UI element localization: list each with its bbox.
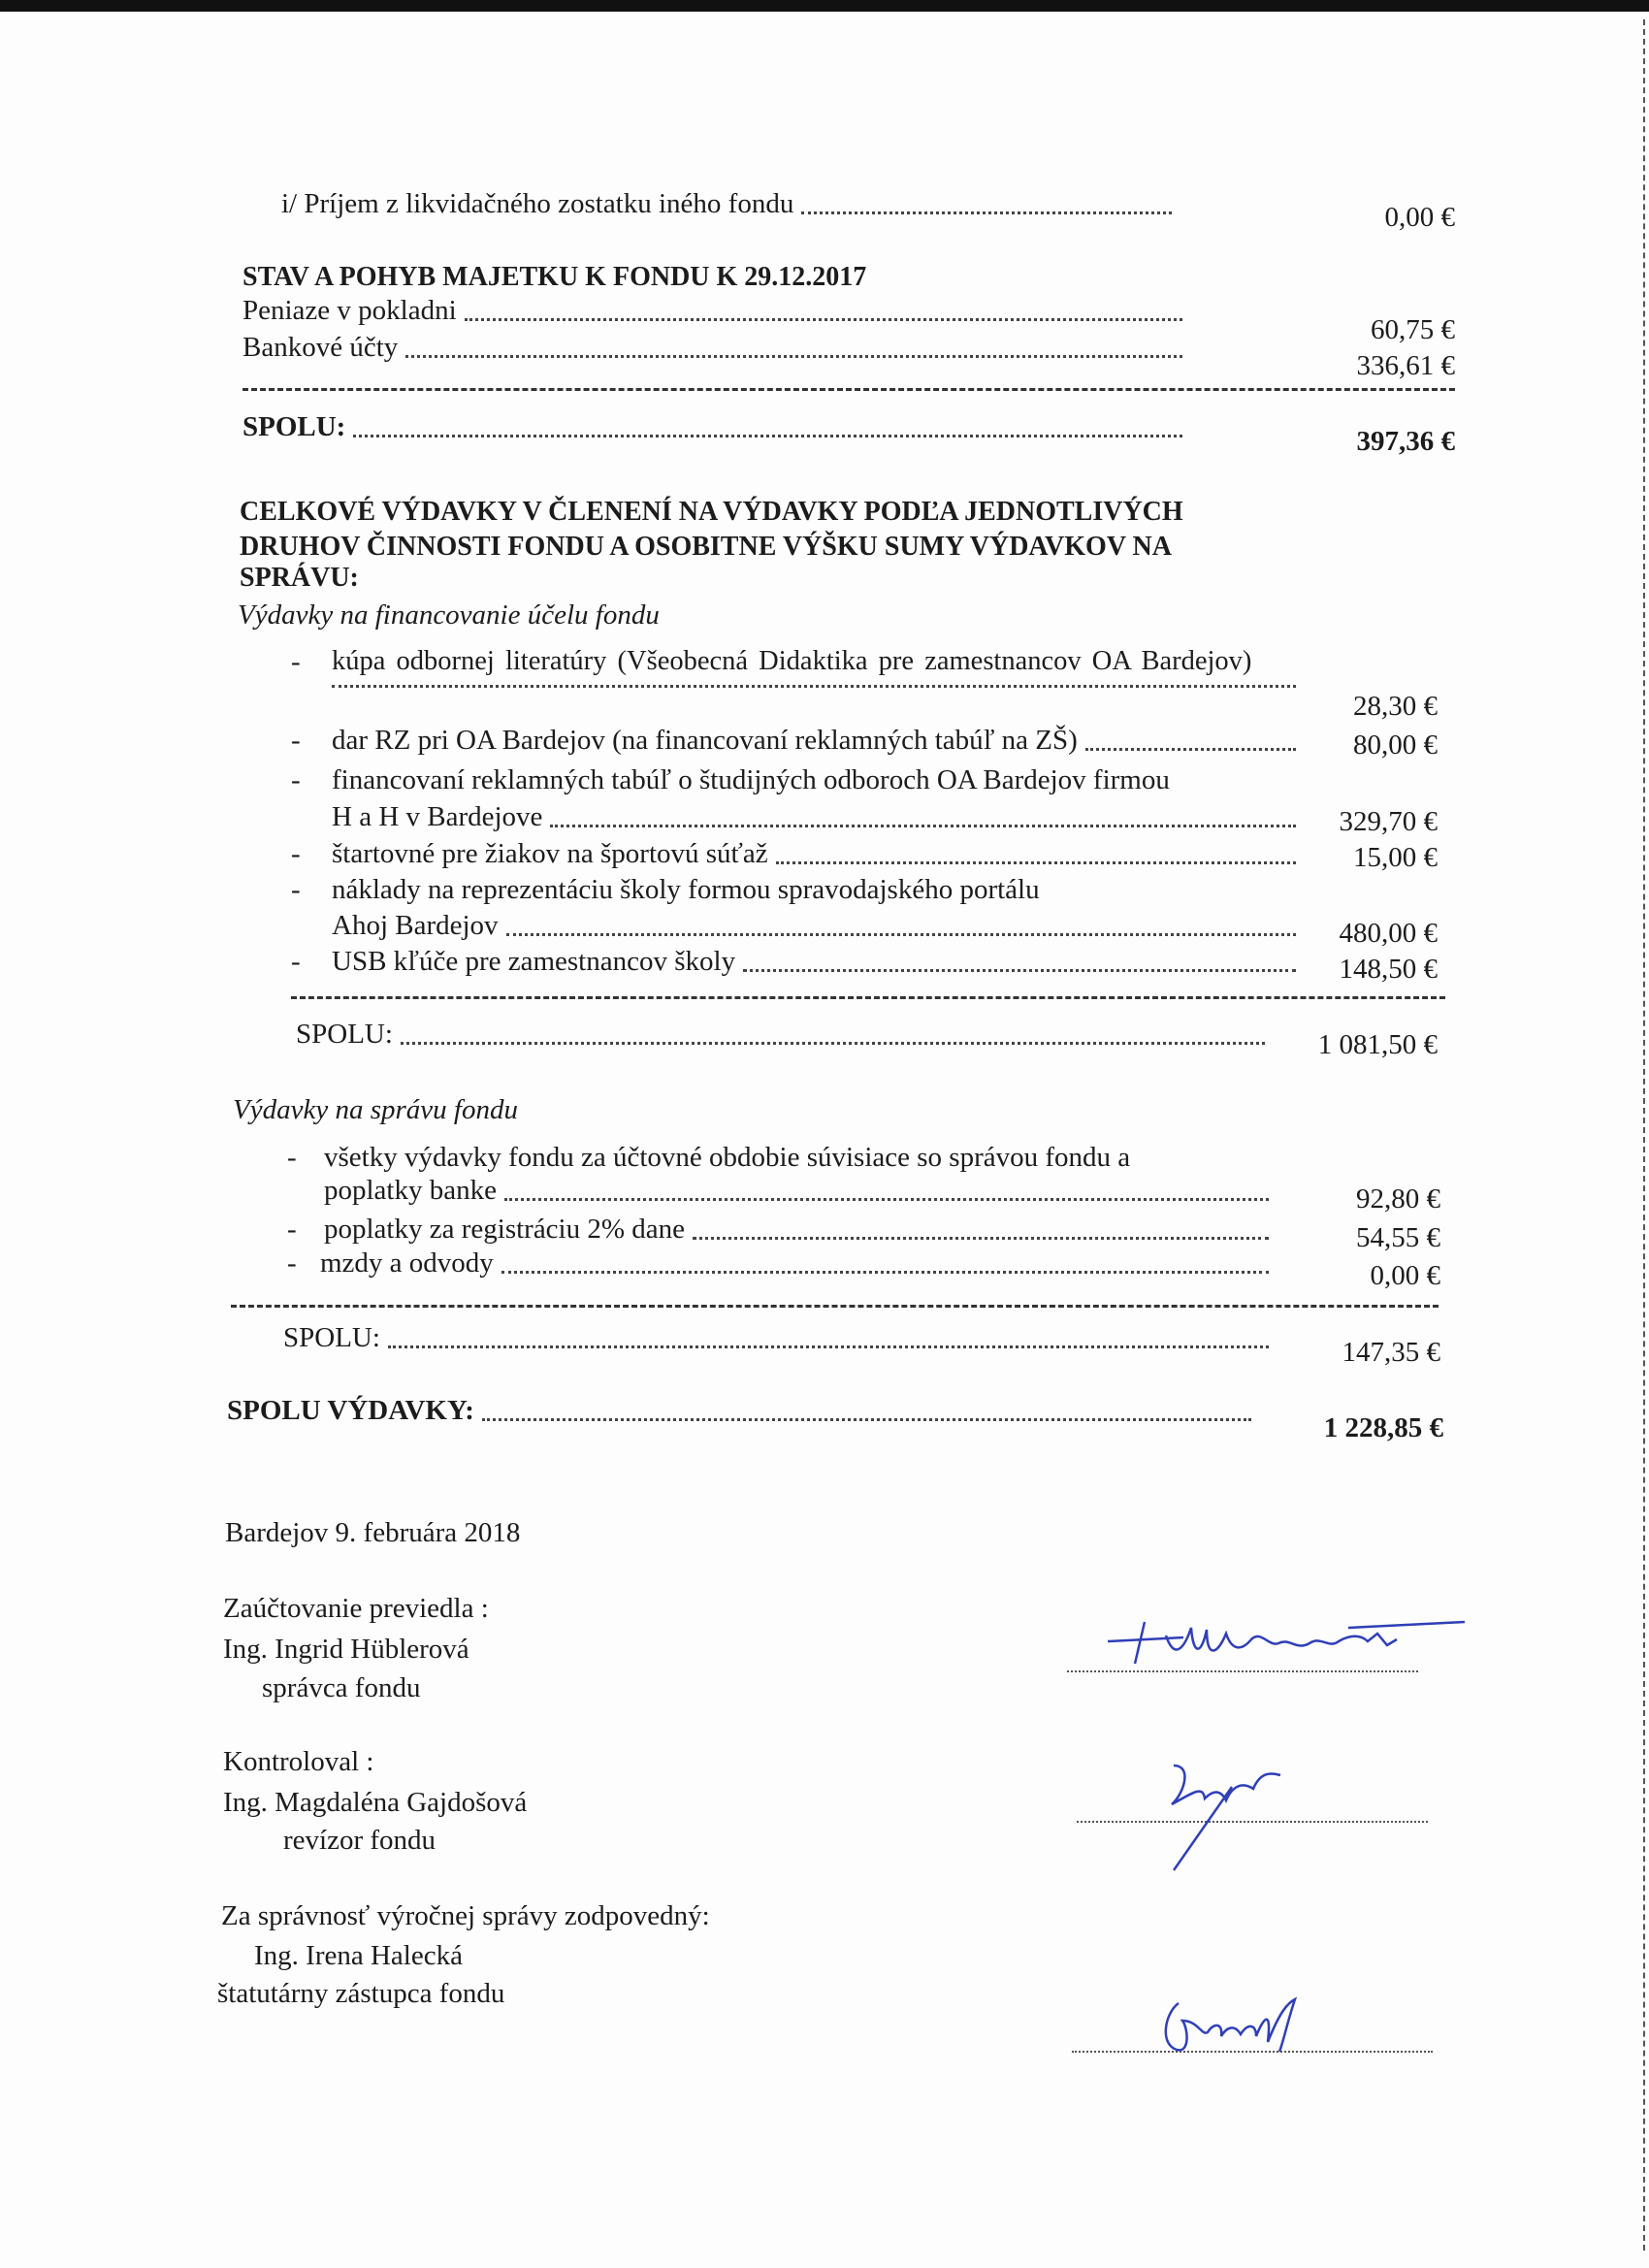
expense-item-amount: 28,30 € xyxy=(1353,691,1438,722)
signer-name: Ing. Ingrid Hüblerová xyxy=(223,1634,469,1665)
role-label: Zaúčtovanie previedla : xyxy=(223,1593,489,1624)
expense-item xyxy=(324,1215,1275,1244)
admin-total-row xyxy=(283,1324,1275,1352)
admin-title: Výdavky na správu fondu xyxy=(233,1094,518,1125)
expense-item-leader xyxy=(332,685,1302,692)
expense-item-label: náklady na reprezentáciu školy formou spravodajského portálu xyxy=(332,874,1040,905)
expense-item xyxy=(324,1177,1275,1205)
income-line xyxy=(281,190,1178,218)
expense-item-label: všetky výdavky fondu za účtovné obdobie súvisiace so správou fondu a xyxy=(324,1142,1131,1173)
bullet: - xyxy=(291,646,301,677)
expenses-heading: SPRÁVU: xyxy=(240,563,359,593)
expense-item-amount: 80,00 € xyxy=(1353,729,1438,761)
grand-total-label: SPOLU VÝDAVKY: xyxy=(227,1395,474,1426)
expense-item xyxy=(320,1249,1275,1278)
expense-item xyxy=(332,912,1302,940)
bullet: - xyxy=(287,1247,297,1279)
signer-title: správca fondu xyxy=(262,1672,421,1703)
asset-row xyxy=(242,334,1188,362)
expense-item-label: financovaní reklamných tabúľ o študijných odboroch OA Bardejov firmou xyxy=(332,764,1170,795)
signature-halecka xyxy=(1159,1993,1363,2061)
role-label: Za správnosť výročnej správy zodpovedný: xyxy=(221,1900,710,1931)
divider xyxy=(242,388,1455,391)
bullet: - xyxy=(291,838,301,869)
assets-heading: STAV A POHYB MAJETKU K FONDU K 29.12.2017 xyxy=(242,262,867,292)
expense-item xyxy=(332,727,1302,755)
expenses-heading: DRUHOV ČINNOSTI FONDU A OSOBITNE VÝŠKU SUMY VÝDAVKOV NA xyxy=(240,532,1172,562)
purpose-title: Výdavky na financovanie účelu fondu xyxy=(238,599,660,631)
assets-total-amount: 397,36 € xyxy=(1356,426,1455,457)
expense-item-amount: 92,80 € xyxy=(1356,1183,1440,1215)
expense-item-label: poplatky za registráciu 2% dane xyxy=(324,1214,686,1245)
signer-name: Ing. Magdaléna Gajdošová xyxy=(223,1787,528,1818)
assets-total-label: SPOLU: xyxy=(242,411,346,442)
expense-item-amount: 480,00 € xyxy=(1339,918,1438,949)
asset-row xyxy=(242,297,1188,325)
expense-item-amount: 148,50 € xyxy=(1339,954,1438,985)
purpose-total-row xyxy=(296,1021,1271,1049)
bullet: - xyxy=(291,946,301,977)
expenses-heading: CELKOVÉ VÝDAVKY V ČLENENÍ NA VÝDAVKY PODĽA JEDNOTLIVÝCH xyxy=(240,497,1183,527)
asset-label: Bankové účty xyxy=(242,332,399,363)
expense-item-label: poplatky banke xyxy=(324,1175,497,1206)
asset-label: Peniaze v pokladni xyxy=(242,295,457,326)
signature-gajdosova xyxy=(1145,1746,1310,1872)
signer-title: revízor fondu xyxy=(283,1825,436,1856)
scan-right-edge xyxy=(1643,19,1645,2251)
asset-amount: 60,75 € xyxy=(1371,314,1455,345)
admin-total-amount: 147,35 € xyxy=(1342,1337,1440,1368)
income-amount: 0,00 € xyxy=(1384,202,1455,233)
expense-item-amount: 54,55 € xyxy=(1356,1222,1440,1253)
expense-item xyxy=(332,803,1302,831)
bullet: - xyxy=(287,1142,297,1173)
purpose-total-label: SPOLU: xyxy=(296,1019,393,1050)
expense-item-label: USB kľúče pre zamestnancov školy xyxy=(332,946,736,977)
grand-total-amount: 1 228,85 € xyxy=(1323,1412,1443,1443)
bullet: - xyxy=(287,1214,297,1245)
role-label: Kontroloval : xyxy=(223,1746,374,1777)
divider xyxy=(231,1305,1439,1308)
expense-item-label: Ahoj Bardejov xyxy=(332,910,499,941)
purpose-total-amount: 1 081,50 € xyxy=(1317,1029,1438,1060)
income-label: i/ Príjem z likvidačného zostatku iného fondu xyxy=(281,188,794,219)
asset-amount: 336,61 € xyxy=(1356,350,1455,381)
bullet: - xyxy=(291,764,301,795)
signer-name: Ing. Irena Halecká xyxy=(254,1940,463,1971)
expense-item-label: dar RZ pri OA Bardejov (na financovaní reklamných tabúľ na ZŠ) xyxy=(332,725,1078,756)
bullet: - xyxy=(291,725,301,756)
expense-item-label: H a H v Bardejove xyxy=(332,801,543,832)
admin-total-label: SPOLU: xyxy=(283,1322,380,1353)
signature-hublerova xyxy=(1106,1601,1474,1678)
scan-top-edge xyxy=(0,0,1649,12)
divider xyxy=(291,996,1445,999)
expense-item xyxy=(332,840,1302,868)
expense-item-amount: 329,70 € xyxy=(1339,806,1438,837)
bullet: - xyxy=(291,874,301,905)
expense-item xyxy=(332,948,1302,976)
place-date: Bardejov 9. februára 2018 xyxy=(225,1517,521,1548)
expense-item-label: kúpa odbornej literatúry (Všeobecná Didaktika pre zamestnancov OA Bardejov) xyxy=(332,646,1252,676)
expense-item-amount: 0,00 € xyxy=(1370,1260,1440,1291)
signer-title: štatutárny zástupca fondu xyxy=(217,1978,505,2009)
expense-item-label: mzdy a odvody xyxy=(320,1247,494,1279)
assets-total-row xyxy=(242,413,1188,441)
grand-total-row xyxy=(227,1397,1257,1425)
expense-item-amount: 15,00 € xyxy=(1353,842,1438,873)
expense-item-label: štartovné pre žiakov na športovú súťaž xyxy=(332,838,768,869)
